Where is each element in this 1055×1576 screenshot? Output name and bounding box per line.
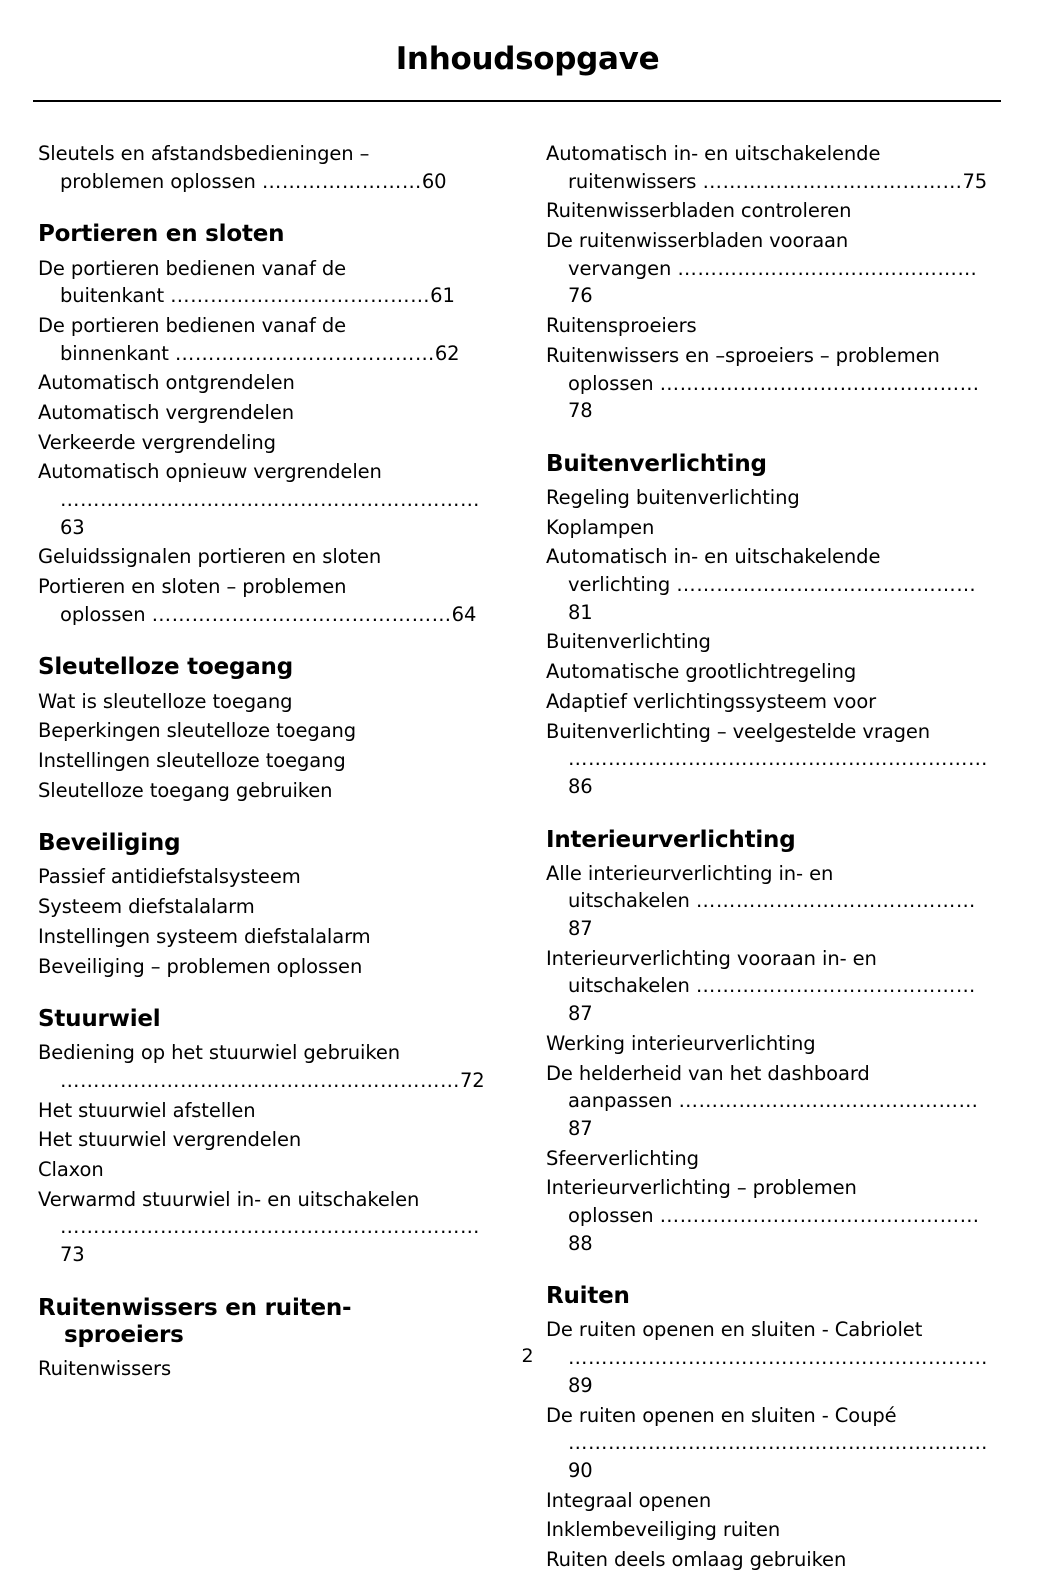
toc-entry-title-continuation <box>38 1067 490 1095</box>
toc-entry-title-continuation <box>546 571 998 626</box>
toc-entry-title: Beperkingen sleutelloze toegang <box>38 719 357 743</box>
toc-entry-title: Koplampen <box>546 515 655 539</box>
toc-entry-page-number: 60 <box>421 169 447 193</box>
toc-entry[interactable] <box>546 1174 998 1257</box>
toc-entry-page-number: 76 <box>568 284 593 308</box>
toc-leader-dots: …………………………………… <box>695 889 976 913</box>
toc-leader-dots: ……………………………………………………… <box>60 488 480 511</box>
toc-entry[interactable] <box>546 1060 998 1143</box>
toc-entry-title-continuation-text: problemen oplossen <box>60 169 262 193</box>
toc-entry[interactable] <box>38 777 490 805</box>
toc-entry-title: Claxon <box>38 1158 104 1182</box>
toc-entry-title: Beveiliging – problemen oplossen <box>38 954 363 978</box>
toc-leader-dots: ………………………………… <box>174 341 435 365</box>
toc-entry[interactable] <box>38 747 490 775</box>
toc-entry[interactable] <box>546 227 998 310</box>
toc-entry-title-continuation-text: oplossen <box>568 371 660 395</box>
toc-entry-title: Bediening op het stuurwiel gebruiken <box>38 1041 401 1065</box>
toc-section-heading <box>38 654 490 681</box>
toc-entry-title: Adaptief verlichtingssysteem voor <box>546 689 877 713</box>
toc-entry-title-continuation <box>546 1087 998 1142</box>
toc-leader-dots: ………………………………………… <box>659 1203 980 1227</box>
toc-entry-title-continuation <box>546 255 998 310</box>
toc-entry-title-continuation <box>38 1213 490 1268</box>
toc-entry-title: De ruiten openen en sluiten - Cabriolet <box>546 1318 923 1342</box>
toc-entry-title-continuation <box>546 887 998 942</box>
toc-entry-title: Portieren en sloten – problemen <box>38 575 347 599</box>
toc-entry-title-continuation-text: uitschakelen <box>568 974 696 998</box>
toc-section-heading-text: Beveiliging <box>38 830 181 857</box>
toc-entry[interactable] <box>546 484 998 512</box>
toc-section-heading <box>546 827 998 854</box>
toc-entry-title: Ruitenwissers <box>38 1357 172 1381</box>
toc-entry[interactable] <box>38 863 490 891</box>
toc-entry-title: Ruiten deels omlaag gebruiken <box>546 1547 847 1571</box>
toc-section-heading-text: Stuurwiel <box>38 1006 161 1033</box>
toc-entry-title-continuation <box>38 282 490 310</box>
footer-page-number: 2 <box>521 1345 534 1367</box>
toc-entry-title: De ruitenwisserbladen vooraan <box>546 229 849 253</box>
toc-entry-page-number: 86 <box>568 774 593 798</box>
toc-entry[interactable] <box>38 573 490 628</box>
toc-entry-title: Buitenverlichting <box>546 630 711 654</box>
toc-entry-title-continuation <box>546 972 998 1027</box>
toc-entry-page-number: 63 <box>60 515 85 539</box>
toc-entry[interactable] <box>38 312 490 367</box>
toc-section-heading-text: Portieren en sloten <box>38 221 285 248</box>
toc-entry-title-continuation-text: ruitenwissers <box>568 169 703 193</box>
toc-entry-title-continuation <box>546 1202 998 1257</box>
toc-entry-page-number: 87 <box>568 917 593 941</box>
toc-entry-title-continuation <box>546 370 998 425</box>
toc-entry[interactable] <box>546 514 998 542</box>
toc-entry-title: Inklembeveiliging ruiten <box>546 1518 781 1542</box>
toc-entry-title-continuation-text: oplossen <box>60 602 152 626</box>
toc-leader-dots: ……………………………………………………… <box>568 747 988 771</box>
toc-entry[interactable] <box>38 717 490 745</box>
toc-entry-title: Automatische grootlichtregeling <box>546 660 857 684</box>
toc-leader-dots: …………………… <box>261 169 422 193</box>
toc-section-heading-text: Sleutelloze toegang <box>38 654 293 681</box>
toc-entry-title-continuation-text: uitschakelen <box>568 889 696 913</box>
toc-entry[interactable] <box>546 543 998 626</box>
toc-entry-page-number: 89 <box>568 1373 593 1397</box>
toc-entry-title: De helderheid van het dashboard <box>546 1061 870 1085</box>
toc-entry-title: Systeem diefstalalarm <box>38 895 255 919</box>
toc-entry-page-number: 87 <box>568 1116 593 1140</box>
toc-section-heading <box>546 1283 998 1310</box>
toc-leader-dots: ………………………………………… <box>659 371 980 395</box>
toc-entry[interactable] <box>546 718 998 801</box>
toc-entry-title: Buitenverlichting – veelgestelde vragen <box>546 719 931 743</box>
toc-entry-title: Geluidssignalen portieren en sloten <box>38 545 382 569</box>
toc-entry-title: Instellingen sleutelloze toegang <box>38 748 346 772</box>
toc-entry[interactable] <box>546 658 998 686</box>
toc-entry-title-continuation <box>38 486 490 541</box>
toc-entry[interactable] <box>546 1030 998 1058</box>
toc-leader-dots: ……………………………………………………… <box>568 1431 988 1455</box>
toc-entry-page-number: 75 <box>962 169 988 193</box>
toc-entry-title: De ruiten openen en sluiten - Coupé <box>546 1403 897 1427</box>
toc-entry-title: De portieren bedienen vanaf de <box>38 313 347 337</box>
toc-entry-title: Het stuurwiel afstellen <box>38 1098 256 1122</box>
toc-entry[interactable] <box>546 1546 998 1574</box>
toc-entry[interactable] <box>38 369 490 397</box>
toc-leader-dots: ……………………………………………………… <box>60 1215 480 1239</box>
toc-entry[interactable] <box>546 860 998 943</box>
header-divider <box>33 100 1001 102</box>
toc-entry[interactable] <box>38 140 490 195</box>
toc-entry-title-continuation-text: verlichting <box>568 573 677 597</box>
toc-entry[interactable] <box>38 458 490 541</box>
toc-section-heading <box>546 451 998 478</box>
toc-entry-title-continuation <box>546 1429 998 1484</box>
toc-entry[interactable] <box>38 953 490 981</box>
toc-entry-title-continuation-text: binnenkant <box>60 341 175 365</box>
toc-entry[interactable] <box>38 1039 490 1094</box>
toc-entry[interactable] <box>546 688 998 716</box>
toc-entry[interactable] <box>38 543 490 571</box>
toc-entry-title: Alle interieurverlichting in- en <box>546 861 834 885</box>
toc-entry[interactable] <box>546 1487 998 1515</box>
toc-section-heading-text: Ruitenwissers en ruiten- <box>38 1294 352 1321</box>
toc-entry-title: Regeling buitenverlichting <box>546 486 800 509</box>
toc-entry[interactable] <box>38 1126 490 1154</box>
toc-entry-page-number: 81 <box>568 600 593 624</box>
toc-entry-page-number: 64 <box>451 602 477 626</box>
toc-entry-page-number: 61 <box>430 284 455 308</box>
toc-entry-title: Werking interieurverlichting <box>546 1031 816 1055</box>
toc-entry-title: Sleutels en afstandsbedieningen – <box>38 142 370 165</box>
toc-entry-title: Interieurverlichting – problemen <box>546 1176 857 1200</box>
toc-entry[interactable] <box>546 1516 998 1544</box>
toc-entry-title: Wat is sleutelloze toegang <box>38 689 293 713</box>
toc-entry-title-continuation-text: buitenkant <box>60 284 171 308</box>
toc-entry[interactable] <box>38 429 490 457</box>
toc-entry-page-number: 88 <box>568 1231 593 1255</box>
toc-entry-page-number: 78 <box>568 399 593 423</box>
toc-entry-title: Instellingen systeem diefstalalarm <box>38 924 371 948</box>
toc-section-heading-text: Buitenverlichting <box>546 450 767 477</box>
toc-leader-dots: ……………………………………… <box>678 1089 979 1113</box>
toc-section-heading <box>38 1006 490 1033</box>
toc-entry-title: De portieren bedienen vanaf de <box>38 256 347 280</box>
toc-entry[interactable] <box>38 923 490 951</box>
toc-leader-dots: ……………………………………… <box>677 256 978 280</box>
toc-entry-title-continuation <box>38 340 490 368</box>
toc-entry[interactable] <box>38 255 490 310</box>
toc-section-heading <box>38 221 490 248</box>
toc-entry-title: Automatisch in- en uitschakelende <box>546 142 881 165</box>
toc-entry[interactable] <box>546 140 998 195</box>
toc-entry-page-number: 87 <box>568 1002 593 1026</box>
toc-leader-dots: ………………………………… <box>170 284 431 308</box>
toc-entry[interactable] <box>38 1156 490 1184</box>
toc-entry[interactable] <box>546 342 998 425</box>
toc-entry-title: Het stuurwiel vergrendelen <box>38 1128 302 1152</box>
toc-leader-dots: ……………………………………… <box>676 573 977 597</box>
toc-entry-title: Automatisch ontgrendelen <box>38 371 295 395</box>
toc-section-heading-continuation: sproeiers <box>64 1321 184 1348</box>
toc-entry-title: Interieurverlichting vooraan in- en <box>546 946 877 970</box>
toc-entry-title: Automatisch vergrendelen <box>38 400 295 424</box>
toc-leader-dots: ……………………………………… <box>151 602 452 626</box>
toc-entry-title: Sfeerverlichting <box>546 1146 699 1170</box>
toc-entry[interactable] <box>546 628 998 656</box>
toc-entry[interactable] <box>546 945 998 1028</box>
toc-entry-page-number: 72 <box>460 1069 485 1092</box>
toc-entry[interactable] <box>38 688 490 716</box>
toc-entry-title-continuation-text: aanpassen <box>568 1089 679 1113</box>
toc-leader-dots: …………………………………………………… <box>60 1069 460 1092</box>
toc-entry-title: Ruitensproeiers <box>546 314 697 338</box>
toc-entry-title-continuation-text: oplossen <box>568 1203 660 1227</box>
toc-section-heading <box>38 1295 490 1349</box>
toc-entry-title-continuation <box>546 745 998 800</box>
toc-entry[interactable] <box>38 1186 490 1269</box>
toc-entry[interactable] <box>546 1145 998 1173</box>
toc-entry-title: Ruitenwissers en –sproeiers – problemen <box>546 343 940 367</box>
toc-entry-title-continuation <box>38 601 490 629</box>
toc-entry-title: Automatisch opnieuw vergrendelen <box>38 460 382 484</box>
toc-entry-page-number: 73 <box>60 1243 85 1267</box>
toc-entry[interactable] <box>546 1402 998 1485</box>
toc-entry-page-number: 62 <box>434 341 460 365</box>
toc-entry-title: Sleutelloze toegang gebruiken <box>38 778 333 802</box>
toc-entry-title: Passief antidiefstalsysteem <box>38 865 301 889</box>
toc-section-heading-text: Ruiten <box>546 1283 630 1310</box>
toc-entry-page-number: 90 <box>568 1458 593 1482</box>
toc-leader-dots: ………………………………… <box>702 169 963 193</box>
page-header <box>33 42 1022 76</box>
toc-entry-title-continuation-text: vervangen <box>568 256 678 280</box>
toc-entry[interactable] <box>546 312 998 340</box>
toc-entry-title: Verwarmd stuurwiel in- en uitschakelen <box>38 1187 420 1211</box>
toc-entry[interactable] <box>546 197 998 225</box>
toc-entry-title: Integraal openen <box>546 1488 712 1512</box>
toc-leader-dots: …………………………………… <box>695 974 976 998</box>
toc-entry-title: Verkeerde vergrendeling <box>38 430 276 454</box>
toc-entry-title-continuation <box>546 168 998 196</box>
toc-entry-title-continuation <box>38 168 490 196</box>
toc-entry-title: Ruitenwisserbladen controleren <box>546 199 852 223</box>
toc-entry[interactable] <box>38 399 490 427</box>
toc-entry[interactable] <box>38 1097 490 1125</box>
toc-leader-dots: ……………………………………………………… <box>568 1346 988 1370</box>
toc-section-heading <box>38 830 490 857</box>
toc-section-heading-text: Interieurverlichting <box>546 826 796 853</box>
page-title: Inhoudsopgave <box>395 41 660 77</box>
toc-entry[interactable] <box>38 893 490 921</box>
toc-entry-title: Automatisch in- en uitschakelende <box>546 545 881 569</box>
